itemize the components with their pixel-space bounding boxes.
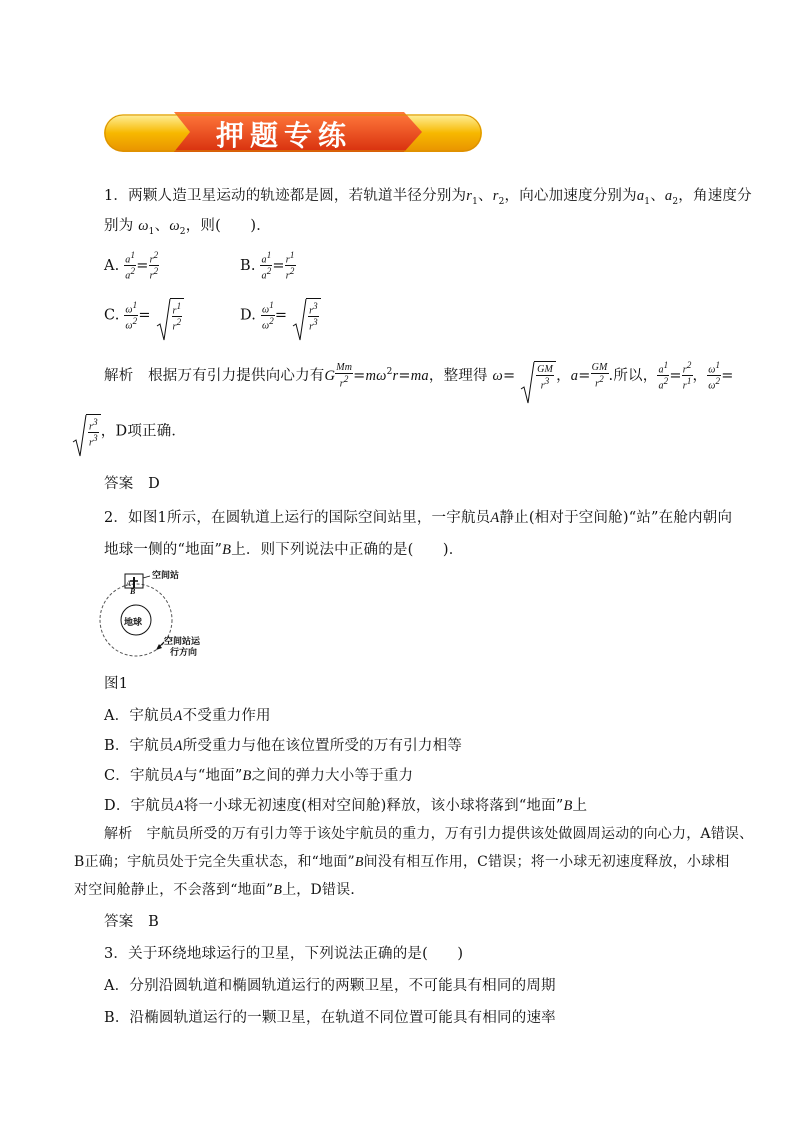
section-banner [104, 108, 482, 156]
fig-label-b: B [130, 587, 136, 596]
q2-option-d: D．宇航员A将一小球无初速度(相对空间舱)释放，该小球将落到“地面”B上 [104, 798, 588, 814]
q1-option-c: C. $\frac{\omega^1}{\omega^2}$ = $\frac{r^1}{r^2}$ [104, 298, 184, 333]
fig-direction-label2: 行方向 [170, 648, 198, 658]
q2-option-b: B．宇航员A所受重力与他在该位置所受的万有引力相等 [104, 738, 463, 754]
q1-option-b: B. $\frac{a^1}{a^2}$ = $\frac{r^1}{r^2}$ [240, 250, 295, 282]
q2-option-c: C．宇航员A与“地面”B之间的弹力大小等于重力 [104, 768, 414, 784]
fig-earth-label: 地球 [124, 618, 143, 628]
q1-stem-line1: 1．两颗人造卫星运动的轨迹都是圆，若轨道半径分别为$r_1$、$r_2$，向心加速度分别为$a_1$、$a_2$，角速度分 [104, 188, 752, 207]
orbit-diagram [96, 568, 226, 660]
fig-station-label: 空间站 [152, 571, 180, 581]
banner-title: 押题专练 [216, 119, 353, 152]
q2-stem-line2: 地球一侧的“地面”B上．则下列说法中正确的是( )． [104, 542, 464, 558]
q2-stem-line1: 2．如图1所示，在圆轨道上运行的国际空间站里，一宇航员A静止(相对于空间舱)“站”在舱内朝向 [104, 510, 733, 526]
fig-direction-label1: 空间站运 [164, 637, 201, 647]
fig-label-a: A [126, 579, 131, 588]
q2-analysis-line3: 对空间舱静止，不会落到“地面”B上，D错误． [74, 882, 365, 898]
q1-option-d: D. $\frac{\omega^1}{\omega^2}$ = $\frac{r^3}{r^3}$ [240, 298, 321, 333]
q1-analysis: 解析 根据万有引力提供向心力有G $\frac{Mm}{r^2}$ $=m\omega^2r=ma$，整理得 ω= $\frac{GM}{r^3}$ ，a= $\frac{GM}{r^2}$ .所以， $\frac{a^1}{a^2}$ = $\frac{r^2}{r^1}$ ， $\frac{\omega^1}{\omega^2}$ = [104, 360, 734, 392]
q2-answer: 答案 B [104, 914, 159, 930]
q2-analysis-line2: B正确；宇航员处于完全失重状态，和“地面”B间没有相互作用，C错误；将一小球无初速度释放，小球相 [74, 854, 730, 870]
q3-stem: 3．关于环绕地球运行的卫星，下列说法正确的是( ) [104, 946, 464, 962]
q1-stem-line2: 别为 $\omega_1$、$\omega_2$，则( )． [104, 218, 271, 237]
sqrt-symbol: $\frac{r^1}{r^2}$ [156, 298, 185, 333]
q1-option-a: A. $\frac{a^1}{a^2}$ = $\frac{r^2}{r^2}$ [104, 250, 159, 282]
figure-1 [96, 568, 226, 660]
q2-analysis-line1: 解析 宇航员所受的万有引力等于该处宇航员的重力，万有引力提供该处做圆周运动的向心力，A错误、 [104, 826, 754, 842]
q2-option-a: A．宇航员A不受重力作用 [104, 708, 271, 724]
sqrt-symbol: $\frac{r^3}{r^3}$ [72, 414, 101, 449]
q1-answer: 答案 D [104, 476, 160, 492]
figure-caption: 图1 [104, 676, 129, 692]
q3-option-b: B．沿椭圆轨道运行的一颗卫星，在轨道不同位置可能具有相同的速率 [104, 1010, 556, 1026]
q1-analysis-line2: $\frac{r^3}{r^3}$ ，D项正确． [72, 414, 186, 449]
q3-option-a: A．分别沿圆轨道和椭圆轨道运行的两颗卫星，不可能具有相同的周期 [104, 978, 556, 994]
sqrt-symbol: $\frac{GM}{r^3}$ [520, 361, 556, 391]
sqrt-symbol: $\frac{r^3}{r^3}$ [292, 298, 321, 333]
